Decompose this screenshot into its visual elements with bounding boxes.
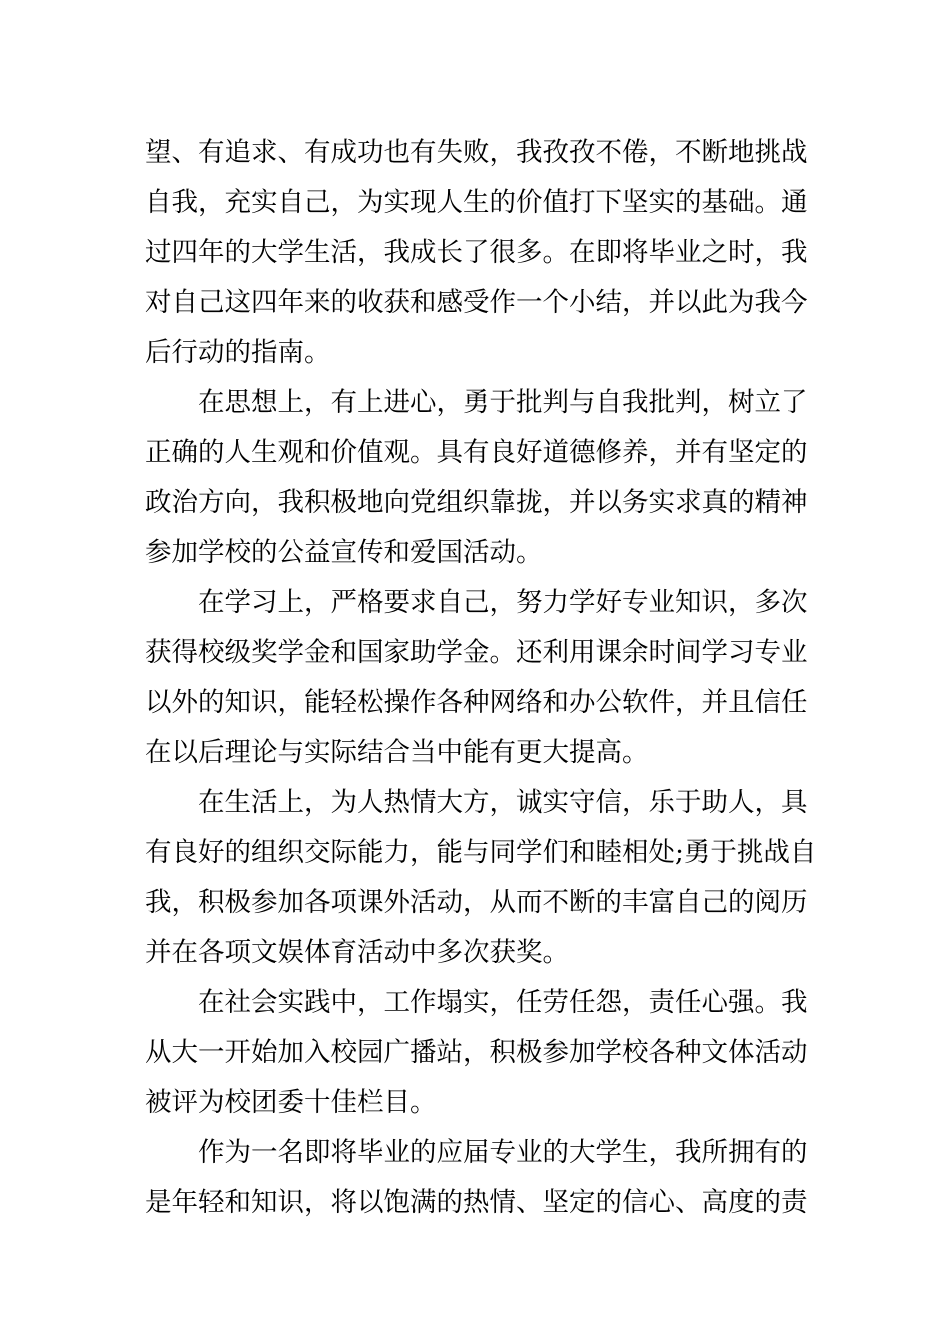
text-line: 获得校级奖学金和国家助学金。还利用课余时间学习专业 xyxy=(145,637,808,668)
text-line: 从大一开始加入校园广播站，积极参加学校各种文体活动 xyxy=(145,1037,808,1068)
text-line: 政治方向，我积极地向党组织靠拢，并以务实求真的精神 xyxy=(145,487,808,518)
text-line: 在生活上，为人热情大方，诚实守信，乐于助人，具 xyxy=(198,787,808,818)
text-line: 在以后理论与实际结合当中能有更大提高。 xyxy=(145,737,649,768)
text-line: 我，积极参加各项课外活动，从而不断的丰富自己的阅历 xyxy=(145,887,808,918)
text-line: 有良好的组织交际能力，能与同学们和睦相处;勇于挑战自 xyxy=(145,837,817,868)
text-line: 并在各项文娱体育活动中多次获奖。 xyxy=(145,937,569,968)
text-line: 在社会实践中，工作塌实，任劳任怨，责任心强。我 xyxy=(198,987,808,1018)
text-line: 参加学校的公益宣传和爱国活动。 xyxy=(145,537,543,568)
text-line: 作为一名即将毕业的应届专业的大学生，我所拥有的 xyxy=(198,1137,808,1168)
document-body xyxy=(145,128,817,1228)
paragraph-life xyxy=(145,778,817,978)
text-line: 正确的人生观和价值观。具有良好道德修养，并有坚定的 xyxy=(145,437,808,468)
text-line: 后行动的指南。 xyxy=(145,337,331,368)
paragraph-study xyxy=(145,578,807,778)
text-line: 对自己这四年来的收获和感受作一个小结，并以此为我今 xyxy=(145,287,808,318)
text-line: 在思想上，有上进心，勇于批判与自我批判，树立了 xyxy=(198,387,808,418)
text-line: 是年轻和知识，将以饱满的热情、坚定的信心、高度的责 xyxy=(145,1187,808,1218)
paragraph-closing xyxy=(145,1128,807,1228)
paragraph-intro xyxy=(145,128,807,378)
text-line: 以外的知识，能轻松操作各种网络和办公软件，并且信任 xyxy=(145,687,808,718)
paragraph-practice xyxy=(145,978,807,1128)
text-line: 过四年的大学生活，我成长了很多。在即将毕业之时，我 xyxy=(145,237,808,268)
paragraph-thought xyxy=(145,378,807,578)
text-line: 在学习上，严格要求自己，努力学好专业知识，多次 xyxy=(198,587,808,618)
text-line: 望、有追求、有成功也有失败，我孜孜不倦，不断地挑战 xyxy=(145,137,808,168)
text-line: 被评为校团委十佳栏目。 xyxy=(145,1087,437,1118)
text-line: 自我，充实自己，为实现人生的价值打下坚实的基础。通 xyxy=(145,187,808,218)
